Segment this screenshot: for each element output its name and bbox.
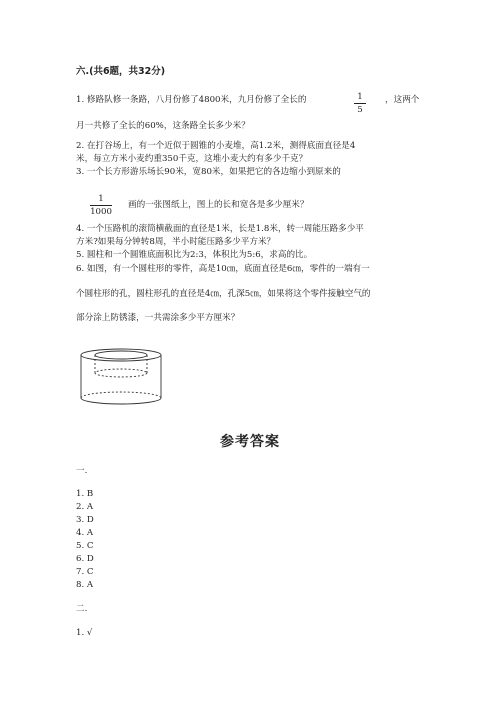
answers-title: 参考答案	[220, 434, 280, 450]
fraction-one-fifth	[354, 92, 366, 115]
answers-part-2-heading: 二.	[76, 604, 88, 614]
fraction-denominator: 5	[357, 105, 363, 115]
question-2-line-1: 2. 在打谷场上，有一个近似于圆锥的小麦堆，高1.2米，测得底面直径是4	[76, 141, 356, 151]
answer-item: 1. √	[76, 628, 93, 638]
cylinder-part-figure	[76, 344, 172, 414]
question-1-line-2: 月一共修了全长的60%，这条路全长多少米？	[76, 121, 250, 131]
answer-item: 2. A	[76, 502, 94, 512]
question-6-line-3: 部分涂上防锈漆，一共需涂多少平方厘米？	[76, 313, 240, 323]
answer-item: 1. B	[76, 489, 94, 499]
answer-item: 7. C	[76, 567, 94, 577]
fraction-numerator: 1	[98, 194, 104, 204]
question-5-line-1: 5. 圆柱和一个圆锥底面积比为2:3，体积比为5:6，求高的比。	[76, 250, 313, 260]
fraction-bar	[90, 205, 112, 206]
fraction-numerator: 1	[357, 92, 363, 102]
question-4-line-2: 方米?如果每分钟转8周，半小时能压路多少平方米？	[76, 237, 276, 247]
answer-item: 3. D	[76, 515, 94, 525]
answer-item: 5. C	[76, 541, 94, 551]
question-2-line-2: 米，每立方米小麦约重350千克，这堆小麦大约有多少千克？	[76, 154, 308, 164]
question-1-line-1: 1. 修路队修一条路，八月份修了4800米，九月份修了全长的	[76, 95, 307, 105]
answer-item: 8. A	[76, 580, 94, 590]
fraction-denominator: 1000	[90, 207, 112, 217]
question-6-line-1: 6. 如图，有一个圆柱形的零件，高是10㎝，底面直径是6㎝，零件的一端有一	[76, 264, 370, 274]
question-3-line-1: 3. 一个长方形游乐场长90米，宽80米，如果把它的各边缩小到原来的	[76, 167, 341, 177]
answer-item: 4. A	[76, 528, 94, 538]
question-3-line-2: 画的一张图纸上，图上的长和宽各是多少厘米？	[128, 200, 309, 210]
answer-item: 6. D	[76, 554, 94, 564]
answers-part-1-heading: 一.	[76, 466, 88, 476]
section-heading: 六.(共6题，共32分)	[76, 66, 166, 77]
question-1-line-1-end: ，这两个	[385, 95, 420, 105]
question-6-line-2: 个圆柱形的孔，圆柱形孔的直径是4㎝，孔深5㎝，如果将这个零件接触空气的	[76, 289, 371, 299]
fraction-one-thousandth	[90, 194, 112, 217]
question-4-line-1: 4. 一个压路机的滚筒横截面的直径是1米，长是1.8米，转一周能压路多少平	[76, 224, 364, 234]
fraction-bar	[354, 103, 366, 104]
